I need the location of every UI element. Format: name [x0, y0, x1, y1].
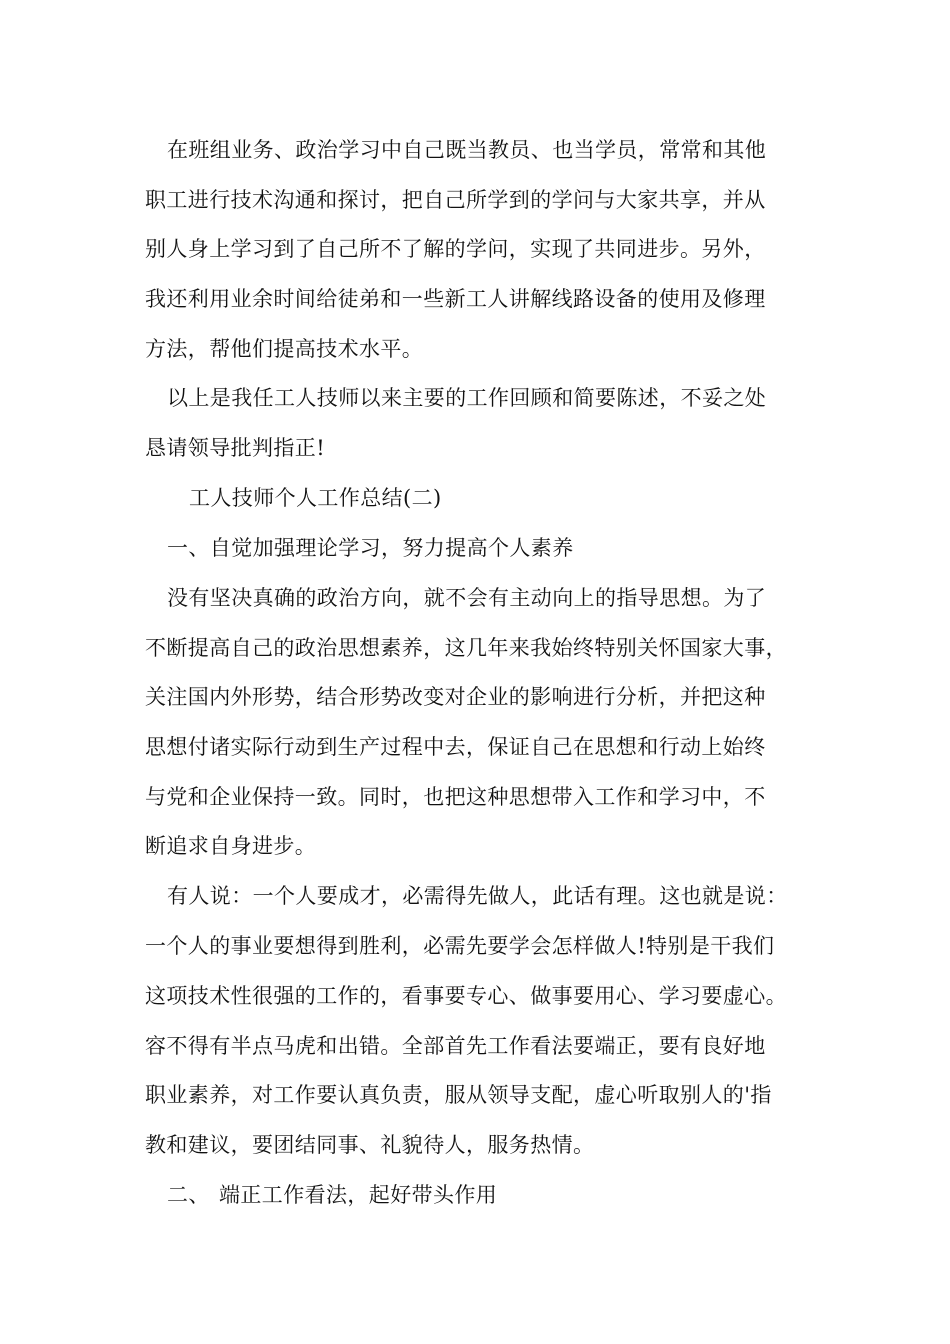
paragraph-line: 没有坚决真确的政治方向，就不会有主动向上的指导思想。为了 — [167, 586, 767, 610]
paragraph-line: 断追求自身进步。 — [145, 834, 317, 858]
paragraph-line: 这项技术性很强的工作的，看事要专心、做事要用心、学习要虚心。 — [145, 984, 787, 1008]
paragraph-line: 我还利用业余时间给徒弟和一些新工人讲解线路设备的使用及修理 — [145, 287, 766, 311]
paragraph-line: 职业素养，对工作要认真负责，服从领导支配，虚心听取别人的'指 — [145, 1083, 772, 1107]
section-heading: 端正工作看法，起好带头作用 — [219, 1183, 498, 1207]
document-title: 工人技师个人工作总结(二) — [189, 486, 442, 510]
paragraph-line: 不断提高自己的政治思想素养，这几年来我始终特别关怀国家大事， — [145, 636, 787, 660]
paragraph-line: 在班组业务、政治学习中自己既当教员、也当学员，常常和其他 — [167, 138, 767, 162]
paragraph-line: 关注国内外形势，结合形势改变对企业的影响进行分析，并把这种 — [145, 685, 766, 709]
paragraph-line: 思想付诸实际行动到生产过程中去，保证自己在思想和行动上始终 — [145, 735, 766, 759]
paragraph-line: 容不得有半点马虎和出错。全部首先工作看法要端正，要有良好地 — [145, 1034, 766, 1058]
paragraph-line: 与党和企业保持一致。同时，也把这种思想带入工作和学习中，不 — [145, 785, 766, 809]
paragraph-line: 一个人的事业要想得到胜利，必需先要学会怎样做人!特别是干我们 — [145, 934, 775, 958]
paragraph-line: 有人说：一个人要成才，必需得先做人，此话有理。这也就是说： — [167, 884, 788, 908]
paragraph-line: 以上是我任工人技师以来主要的工作回顾和简要陈述，不妥之处 — [167, 386, 767, 410]
section-number: 二、 — [167, 1183, 210, 1207]
paragraph-line: 恳请领导批判指正! — [145, 436, 326, 460]
section-heading: 一、自觉加强理论学习，努力提高个人素养 — [167, 536, 574, 560]
paragraph-line: 职工进行技术沟通和探讨，把自己所学到的学问与大家共享，并从 — [145, 188, 766, 212]
paragraph-line: 别人身上学习到了自己所不了解的学问，实现了共同进步。另外， — [145, 237, 766, 261]
paragraph-line: 教和建议，要团结同事、礼貌待人，服务热情。 — [145, 1133, 595, 1157]
paragraph-line: 方法，帮他们提高技术水平。 — [145, 337, 424, 361]
